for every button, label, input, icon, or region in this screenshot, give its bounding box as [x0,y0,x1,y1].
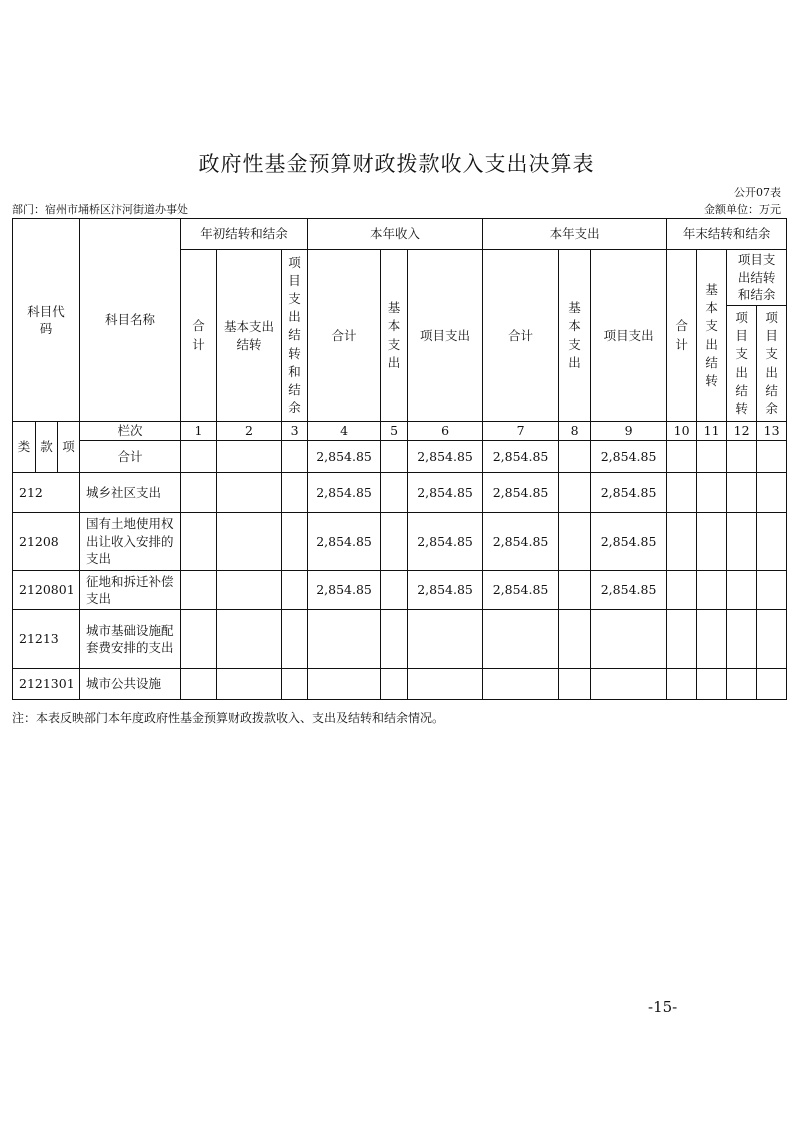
cell-value [697,669,727,700]
cell-value: 2,854.85 [483,441,559,473]
header-income-basic: 基本支出 [381,250,408,422]
column-number: 6 [408,422,483,441]
row-name: 城市基础设施配套费安排的支出 [80,610,181,669]
cell-value [483,669,559,700]
cell-value [381,610,408,669]
header-cat-xiang: 项 [58,422,80,473]
cell-value [282,610,308,669]
cell-value [757,473,787,513]
cell-value [697,441,727,473]
cell-value [408,610,483,669]
cell-value: 2,854.85 [591,473,667,513]
header-income-total: 合计 [308,250,381,422]
row-code: 2120801 [13,571,80,610]
cell-value [181,441,217,473]
cell-value [408,669,483,700]
row-code: 2121301 [13,669,80,700]
cell-value [667,571,697,610]
row-name: 国有土地使用权出让收入安排的支出 [80,513,181,571]
row-code: 21213 [13,610,80,669]
cell-value [217,571,282,610]
table-row [13,571,787,610]
cell-value [697,473,727,513]
cell-value [667,441,697,473]
column-number: 5 [381,422,408,441]
cell-value [559,513,591,571]
cell-value [727,473,757,513]
header-expense-total: 合计 [483,250,559,422]
cell-value [559,571,591,610]
cell-value [559,441,591,473]
cell-value [697,571,727,610]
header-group-begin: 年初结转和结余 [181,219,308,250]
row-name: 征地和拆迁补偿支出 [80,571,181,610]
table-row [13,610,787,669]
column-number: 2 [217,422,282,441]
cell-value [757,441,787,473]
cell-value [757,669,787,700]
header-begin-project: 项目支出结转和结余 [282,250,308,422]
cell-value [757,571,787,610]
header-cat-kuan: 款 [36,422,58,473]
cell-value [217,669,282,700]
cell-value: 2,854.85 [591,571,667,610]
header-begin-basic: 基本支出结转 [217,250,282,422]
cell-value [667,473,697,513]
header-group-end: 年末结转和结余 [667,219,787,250]
cell-value [181,571,217,610]
row-name: 城市公共设施 [80,669,181,700]
cell-value: 2,854.85 [408,441,483,473]
cell-value [181,513,217,571]
budget-table [12,218,787,700]
column-number: 12 [727,422,757,441]
cell-value [308,669,381,700]
cell-value [217,473,282,513]
cell-value [727,610,757,669]
cell-value [217,513,282,571]
cell-value [559,669,591,700]
cell-value: 2,854.85 [308,441,381,473]
cell-value [381,473,408,513]
column-number: 7 [483,422,559,441]
cell-value [181,610,217,669]
column-number: 8 [559,422,591,441]
total-row-label: 合计 [80,441,181,473]
cell-value [757,513,787,571]
cell-value [381,571,408,610]
amount-unit-label: 金额单位：万元 [704,203,781,216]
cell-value [282,571,308,610]
column-number: 10 [667,422,697,441]
cell-value: 2,854.85 [591,513,667,571]
cell-value: 2,854.85 [483,513,559,571]
total-row [13,441,787,473]
cell-value [667,610,697,669]
header-group-income: 本年收入 [308,219,483,250]
header-end-project-carry: 项目支出结转 [727,306,757,422]
header-expense-project: 项目支出 [591,250,667,422]
cell-value [559,473,591,513]
cell-value: 2,854.85 [483,571,559,610]
cell-value: 2,854.85 [408,513,483,571]
cell-value [727,513,757,571]
column-number: 3 [282,422,308,441]
cell-value [727,441,757,473]
cell-value [727,669,757,700]
cell-value [559,610,591,669]
column-number: 11 [697,422,727,441]
cell-value [697,610,727,669]
header-begin-total: 合计 [181,250,217,422]
cell-value [381,441,408,473]
cell-value [381,669,408,700]
column-index-label: 栏次 [80,422,181,441]
row-code: 212 [13,473,80,513]
column-number: 4 [308,422,381,441]
header-end-project-balance: 项目支出结余 [757,306,787,422]
cell-value: 2,854.85 [308,513,381,571]
table-row [13,473,787,513]
cell-value [282,669,308,700]
cell-value [727,571,757,610]
cell-value [181,669,217,700]
cell-value: 2,854.85 [483,473,559,513]
page-number: -15- [648,998,678,1016]
cell-value [591,669,667,700]
cell-value [483,610,559,669]
header-end-total: 合计 [667,250,697,422]
header-end-basic: 基本支出结转 [697,250,727,422]
table-row [13,669,787,700]
page-title: 政府性基金预算财政拨款收入支出决算表 [198,152,595,176]
column-number: 9 [591,422,667,441]
form-number: 公开07表 [734,186,781,199]
cell-value [667,669,697,700]
row-name: 城乡社区支出 [80,473,181,513]
cell-value: 2,854.85 [591,441,667,473]
cell-value [667,513,697,571]
cell-value [757,610,787,669]
cell-value: 2,854.85 [308,473,381,513]
header-expense-basic: 基本支出 [559,250,591,422]
cell-value [591,610,667,669]
cell-value [282,473,308,513]
header-cat-lei: 类 [13,422,36,473]
column-number: 13 [757,422,787,441]
header-end-project-group: 项目支出结转和结余 [727,250,787,306]
table-note: 注：本表反映部门本年度政府性基金预算财政拨款收入、支出及结转和结余情况。 [12,711,445,725]
header-income-project: 项目支出 [408,250,483,422]
header-code: 科目代码 [13,219,80,422]
cell-value [217,610,282,669]
cell-value: 2,854.85 [408,571,483,610]
cell-value [308,610,381,669]
department-label: 部门：宿州市埇桥区汴河街道办事处 [12,203,188,216]
cell-value [381,513,408,571]
cell-value: 2,854.85 [308,571,381,610]
cell-value [181,473,217,513]
header-group-expense: 本年支出 [483,219,667,250]
cell-value [697,513,727,571]
cell-value [282,441,308,473]
table-row [13,513,787,571]
column-number: 1 [181,422,217,441]
header-name: 科目名称 [80,219,181,422]
cell-value: 2,854.85 [408,473,483,513]
row-code: 21208 [13,513,80,571]
cell-value [217,441,282,473]
cell-value [282,513,308,571]
